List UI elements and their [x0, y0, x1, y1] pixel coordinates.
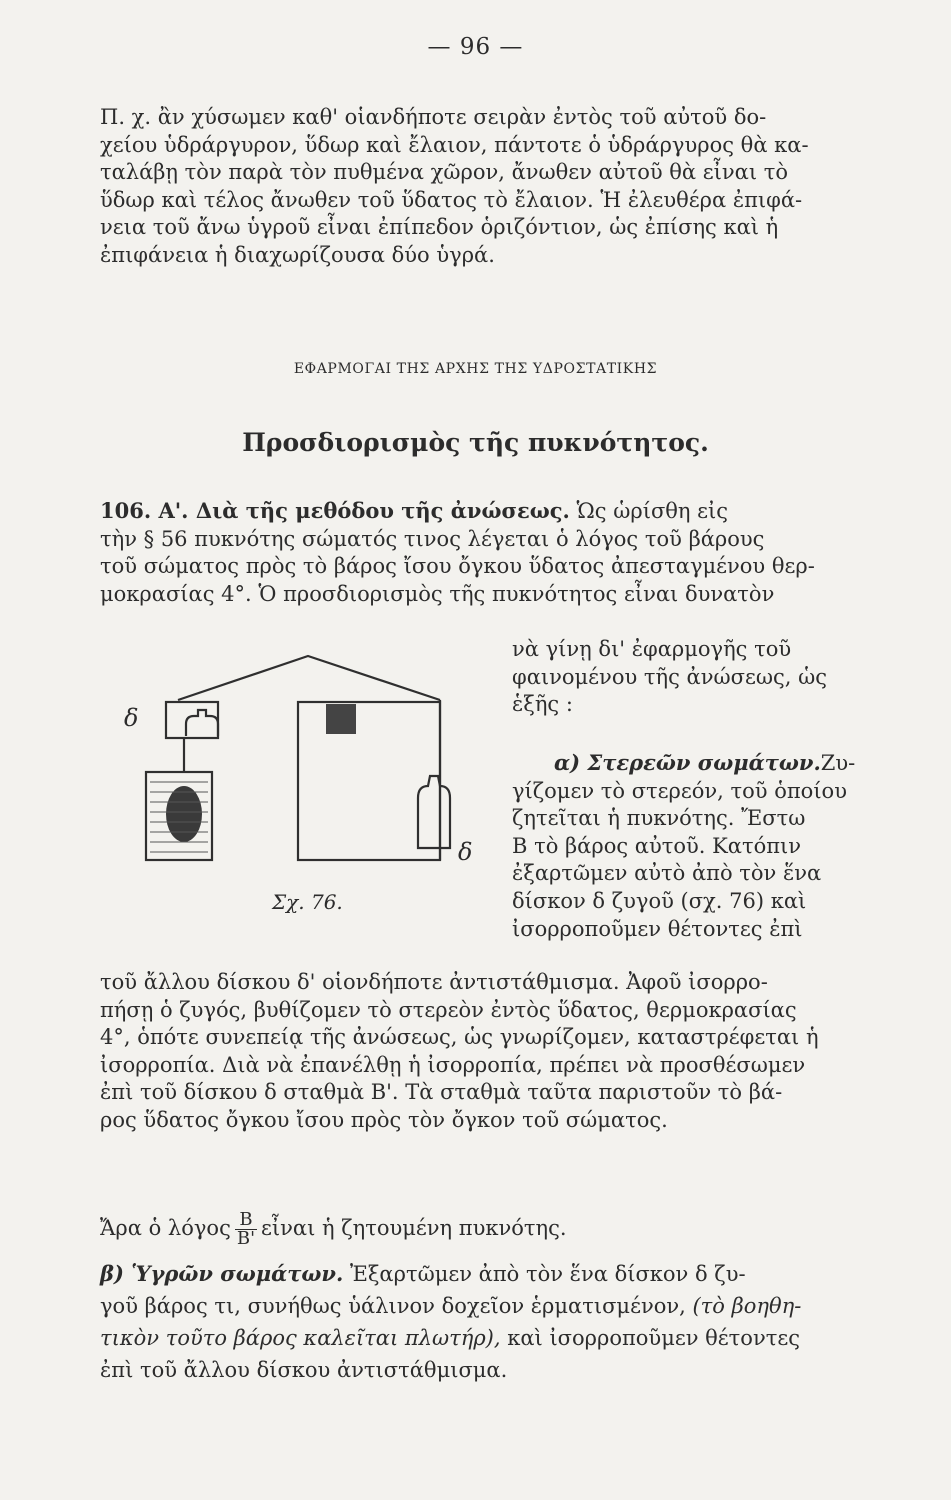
fraction-denominator: Β' — [236, 1228, 256, 1249]
text-line: ἐπὶ τοῦ ἄλλου δίσκου ἀντιστάθμισμα. — [100, 1358, 508, 1382]
ratio-text-before: Ἄρα ὁ λόγος — [100, 1216, 231, 1240]
text-line: ζητεῖται ἡ πυκνότης. Ἔστω — [512, 806, 806, 831]
text-line: ἐπὶ τοῦ δίσκου δ σταθμὰ Β'. Τὰ σταθμὰ ταῦτα παριστοῦν τὸ βά- — [100, 1080, 783, 1105]
text-line: Β τὸ βάρος αὐτοῦ. Κατόπιν — [512, 833, 802, 858]
ratio-fraction — [235, 1211, 257, 1248]
left-weight — [186, 710, 218, 736]
text-line: ὕδωρ καὶ τέλος ἄνωθεν τοῦ ὕδατος τὸ ἔλαιον. Ἡ ἐλευθέρα ἐπιφά- — [100, 187, 803, 212]
text-line: νεια τοῦ ἄνω ὑγροῦ εἶναι ἐπίπεδον ὁριζόντιον, ὡς ἐπίσης καὶ ἡ — [100, 215, 779, 240]
chapter-subheading: ΕΦΑΡΜΟΓΑΙ ΤΗΣ ΑΡΧΗΣ ΤΗΣ ΥΔΡΟΣΤΑΤΙΚΗΣ — [293, 361, 658, 377]
text-line: φαινομένου τῆς ἀνώσεως, ὡς — [512, 664, 827, 689]
liquids-paragraph — [100, 1258, 878, 1386]
page-number: — 96 — — [427, 34, 524, 60]
text-line: ταλάβῃ τὸν παρὰ τὸν πυθμένα χῶρον, ἄνωθεν αὐτοῦ θὰ εἶναι τὸ — [100, 160, 789, 185]
text-line: Π. χ. ἂν χύσωμεν καθ' οἱανδήποτε σειρὰν ἐντὸς τοῦ αὐτοῦ δο- — [100, 105, 767, 129]
text-fragment: Ἐξαρτῶμεν ἀπὸ τὸν ἕνα δίσκον δ ζυ- — [343, 1262, 746, 1286]
figure-label-right: δ — [458, 838, 473, 866]
section-title: Διὰ τῆς μεθόδου τῆς ἀνώσεως. — [195, 498, 570, 523]
liquids-title: β) Ὑγρῶν σωμάτων. — [100, 1261, 344, 1286]
figure-label-left: δ — [124, 704, 139, 732]
right-weight — [418, 776, 450, 848]
text-line: χείου ὑδράργυρον, ὕδωρ καὶ ἔλαιον, πάντοτε ὁ ὑδράργυρος θὰ κα- — [100, 132, 809, 157]
balance-beam-roof — [178, 656, 440, 700]
section-heading: Προσδιορισμὸς τῆς πυκνότητος. — [242, 428, 709, 457]
text-line: τὴν § 56 πυκνότης σώματός τινος λέγεται ὁ λόγος τοῦ βάρους — [100, 526, 765, 551]
solids-title: α) Στερεῶν σωμάτων. — [554, 750, 821, 775]
text-line: τοῦ σώματος πρὸς τὸ βάρος ἴσου ὄγκου ὕδατος ἀπεσταγμένου θερ- — [100, 554, 815, 579]
text-fragment: καὶ ἰσορροποῦμεν θέτοντες — [500, 1326, 800, 1350]
text-line: ἰσορροπία. Διὰ νὰ ἐπανέλθῃ ἡ ἰσορροπία, πρέπει νὰ προσθέσωμεν — [100, 1052, 806, 1077]
text-fragment: Ζυ- — [820, 751, 856, 775]
text-line: ρος ὕδατος ὄγκου ἴσου πρὸς τὸν ὄγκον τοῦ σώματος. — [100, 1107, 668, 1132]
section-number: 106. Α'. — [100, 498, 196, 523]
text-line: νὰ γίνῃ δι' ἐφαρμογῆς τοῦ — [512, 637, 792, 661]
text-fragment: Ὡς ὡρίσθη εἰς — [569, 499, 729, 523]
section-106-paragraph — [100, 497, 878, 608]
left-pan — [166, 702, 218, 738]
text-line: γίζομεν τὸ στερεόν, τοῦ ὁποίου — [512, 778, 847, 803]
ratio-line — [100, 1208, 878, 1248]
text-line: 4°, ὁπότε συνεπείᾳ τῆς ἀνώσεως, ὡς γνωρίζομεν, καταστρέφεται ἡ — [100, 1025, 819, 1050]
submerged-solid — [166, 786, 202, 842]
text-line: πήσῃ ὁ ζυγός, βυθίζομεν τὸ στερεὸν ἐντὸς ὕδατος, θερμοκρασίας — [100, 997, 797, 1022]
text-line: ἐξαρτῶμεν αὐτὸ ἀπὸ τὸν ἕνα — [512, 861, 822, 886]
text-line: τοῦ ἄλλου δίσκου δ' οἱονδήποτε ἀντιστάθμισμα. Ἀφοῦ ἰσορρο- — [100, 970, 768, 994]
text-line: μοκρασίας 4°. Ὁ προσδιορισμὸς τῆς πυκνότητος εἶναι δυνατὸν — [100, 581, 775, 606]
ratio-text-after: εἶναι ἡ ζητουμένη πυκνότης. — [261, 1216, 567, 1240]
text-line: ἐπιφάνεια ἡ διαχωρίζουσα δύο ὑγρά. — [100, 242, 495, 267]
continuation-paragraph — [100, 969, 878, 1135]
solids-column — [512, 749, 882, 943]
text-fragment-italic: (τὸ βοηθη- — [692, 1294, 802, 1318]
text-line: δίσκον δ ζυγοῦ (σχ. 76) καὶ — [512, 888, 807, 913]
text-fragment: γοῦ βάρος τι, συνήθως ὑάλινον δοχεῖον ἑρματισμένον, — [100, 1294, 693, 1318]
balance-figure — [118, 650, 498, 890]
text-fragment-italic: τικὸν τοῦτο βάρος καλεῖται πλωτήρ), — [100, 1326, 501, 1350]
fraction-numerator: Β — [235, 1211, 257, 1230]
text-line: ἑξῆς : — [512, 692, 573, 717]
side-column-intro — [512, 636, 882, 719]
text-line: ἰσορροποῦμεν θέτοντες ἐπὶ — [512, 916, 803, 941]
intro-paragraph — [100, 104, 878, 270]
counterweight — [326, 704, 356, 734]
figure-caption: Σχ. 76. — [272, 890, 343, 914]
